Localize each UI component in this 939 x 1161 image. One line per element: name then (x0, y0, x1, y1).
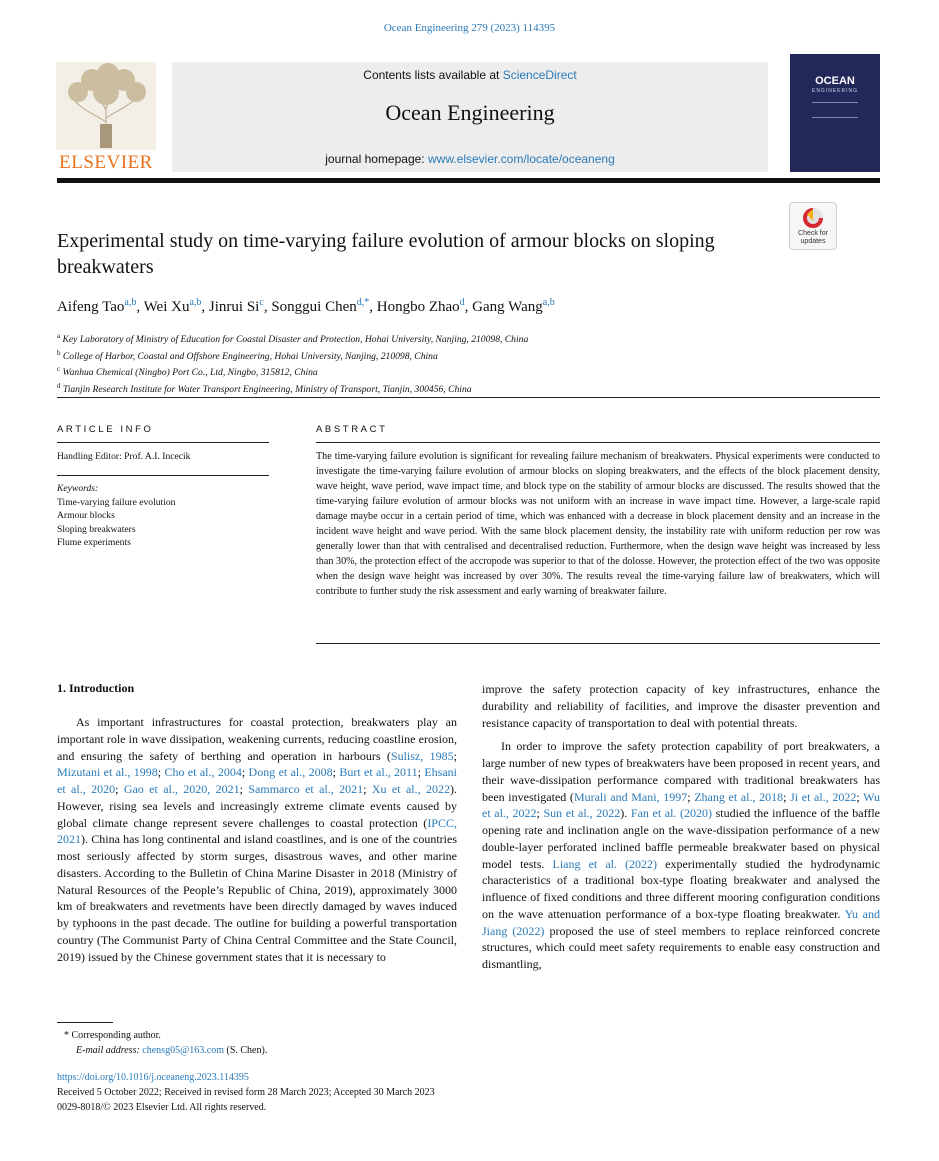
author-name[interactable]: Jinrui Si (208, 299, 260, 315)
citation-link[interactable]: Cho et al., 2004 (164, 765, 242, 780)
citation-link[interactable]: Ehsani et al., 2020 (57, 765, 457, 796)
author-name[interactable]: Hongbo Zhao (376, 299, 460, 315)
citation-link[interactable]: Burt et al., 2011 (339, 765, 418, 780)
paragraph-text: ; (239, 782, 249, 796)
citation-link[interactable]: Murali and Mani, 1997 (573, 789, 688, 804)
affiliation-text: College of Harbor, Coastal and Offshore Engineering, Hohai University, Nanjing, 210098, China (60, 350, 438, 362)
abstract-end-rule (316, 643, 880, 644)
intro-paragraph-1-continued: improve the safety protection capacity of key infrastructures, enhance the durability and reliability of facilities, and improve the disaster prevention and resistance capacity of transportation to deal with potential threats. (482, 682, 880, 730)
paragraph-text: ; (157, 765, 165, 780)
paragraph-text: ; (687, 789, 695, 804)
keyword-item: Armour blocks (57, 510, 115, 521)
intro-paragraph-1 (57, 714, 457, 965)
article-title: Experimental study on time-varying failure evolution of armour blocks on sloping breakwaters (57, 230, 715, 278)
affiliation-item (57, 330, 877, 347)
homepage-prefix: journal homepage: (325, 152, 428, 166)
elsevier-logo[interactable] (56, 62, 156, 172)
doi-link[interactable]: https://doi.org/10.1016/j.oceaneng.2023.114395 (57, 1072, 249, 1083)
affiliation-marker: a (57, 332, 61, 340)
check-for-updates-button[interactable] (789, 202, 837, 250)
author-affiliation-marker[interactable]: d (459, 297, 465, 308)
paragraph-text: ). However, rising sea levels and increasingly extreme climate events caused by global climate change represent severe challenges to coastal protection ( (57, 782, 457, 830)
affiliation-text: Wanhua Chemical (Ningbo) Port Co., Ltd, Ningbo, 315812, China (60, 367, 318, 379)
keywords-label: Keywords: (57, 483, 99, 494)
citation-link[interactable]: Gao et al., 2020, 2021 (123, 782, 240, 796)
affiliation-marker: d (57, 382, 61, 391)
author-affiliation-marker[interactable]: a,b (542, 297, 555, 308)
author-affiliation-marker[interactable]: a,b (189, 297, 202, 308)
keyword-item: Sloping breakwaters (57, 523, 136, 535)
check-updates-line-2: updates (800, 238, 826, 245)
author-list: Aifeng Tao$^{a,b}$, Wei Xu$^{a,b}$, Jinrui Si$^c$, Songgui Chen$^{d,*}$, Hongbo Zhao$^d$, Gang Wang$^{a,b}$ (57, 297, 555, 315)
affiliation-item (57, 380, 877, 397)
author-affiliation-marker[interactable]: d,* (356, 297, 370, 308)
paragraph-text: ; (332, 765, 340, 780)
journal-cover-image[interactable] (790, 54, 880, 172)
citation-link[interactable]: Wu et al., 2022 (482, 789, 880, 821)
paragraph-text: As important infrastructures for coastal protection, breakwaters play an important role in wave dissipation, weakening currents, reducing coastline erosion, and ensuring the safety of berthing and operation in harbours ( (57, 715, 457, 763)
footnote-rule (57, 1022, 113, 1023)
affiliation-marker: c (57, 365, 61, 374)
author-affiliation-marker[interactable]: c (259, 297, 264, 308)
abstract-rule (316, 442, 880, 443)
publisher-name: ELSEVIER (59, 152, 153, 173)
introduction-heading: 1. Introduction (57, 681, 135, 695)
paragraph-text: In order to improve the safety protection capability of port breakwaters, a large number of new types of breakwaters have been proposed in recent years, and their wave-dissipation performance compared with traditional breakwaters has been investigated ( (482, 739, 880, 804)
paragraph-text: ; (115, 782, 124, 796)
footnote-star: * (64, 1030, 72, 1041)
citation-link[interactable]: Sun et al., 2022 (543, 806, 621, 821)
journal-reference[interactable]: Ocean Engineering 279 (2023) 114395 (383, 22, 556, 34)
footnote (64, 1028, 464, 1058)
paragraph-text: ). (620, 806, 631, 821)
citation-link[interactable]: Yu and Jiang (2022) (482, 906, 880, 938)
citation-link[interactable]: Ji et al., 2022 (790, 789, 857, 804)
section-rule (57, 397, 880, 398)
affiliation-text: Key Laboratory of Ministry of Education for Coastal Disaster and Protection, Hohai University, Nanjing, 210098, China (60, 334, 529, 346)
paragraph-text: ; (783, 789, 791, 804)
cover-decoration (812, 102, 858, 118)
paragraph-text: ; (856, 789, 864, 804)
email-link[interactable]: chensg05@163.com (142, 1045, 224, 1056)
citation-link[interactable]: Sammarco et al., 2021 (248, 782, 364, 796)
email-label: E-mail address: (76, 1045, 143, 1056)
citation-link[interactable]: Fan et al. (2020) (630, 806, 713, 821)
email-line (64, 1043, 464, 1058)
intro-paragraph-2 (482, 738, 880, 973)
homepage-link[interactable]: www.elsevier.com/locate/oceaneng (427, 152, 615, 166)
article-info-rule (57, 442, 269, 443)
citation-link[interactable]: Sulisz, 1985 (390, 748, 454, 763)
citation-link[interactable]: Xu et al., 2022 (371, 782, 450, 796)
corresponding-author-note (64, 1028, 464, 1043)
author-affiliation-marker[interactable]: a,b (124, 297, 137, 308)
check-updates-label (790, 230, 836, 246)
affiliations (57, 330, 877, 397)
affiliation-text: Tianjin Research Institute for Water Transport Engineering, Ministry of Transport, Tianjin, 300456, China (60, 384, 472, 396)
paragraph-text: experimentally studied the hydrodynamic characteristics of a traditional box-type floating breakwater and analysed the influence of fixed conditions and three different mooring configuration conditions on the wave attenuation performance of a box-type floating breakwater. (482, 856, 881, 921)
affiliation-item (57, 347, 877, 364)
intro-column-2 (482, 681, 880, 973)
affiliation-item (57, 363, 877, 380)
journal-name: Ocean Engineering (385, 100, 555, 125)
citation-link[interactable]: Zhang et al., 2018 (694, 789, 784, 804)
check-updates-line-1: Check for (798, 230, 828, 237)
corresponding-author-text: Corresponding author. (71, 1030, 161, 1041)
keywords-block (57, 482, 272, 550)
header-rule (57, 178, 880, 183)
email-suffix: (S. Chen). (224, 1045, 268, 1056)
paragraph-text: ; (453, 748, 457, 763)
citation-link[interactable]: IPCC, 2021 (57, 815, 457, 847)
paragraph-text: ). China has long continental and island coastlines, and is one of the countries most seriously affected by storm surges, disastrous waves, and other marine disasters. According to the Bulletin of China Marine Disaster in 2018 (Ministry of Natural Resources of the People’s Republic of China, 2019), approximately 3000 km of breakwaters and revetments have been directly damaged by waves induced by typhoons in the past decade. The outline for building a powerful transportation country (The Communist Party of China Central Committee and the State Council, 2019) issued by the Chinese government states that it is necessary to (57, 832, 457, 964)
article-info-heading: ARTICLE INFO (57, 424, 154, 435)
citation-link[interactable]: Liang et al. (2022) (552, 856, 658, 871)
author-name[interactable]: Aifeng Tao (57, 299, 125, 315)
author-name[interactable]: Wei Xu (143, 299, 190, 315)
article-metadata (57, 1070, 657, 1115)
journal-homepage (172, 152, 768, 166)
keywords-rule (57, 475, 269, 476)
abstract-text: The time-varying failure evolution is significant for revealing failure mechanism of breakwaters. Physical experiments were conducted to investigate the time-varying failure evolution of armour blocks on sloping breakwaters, and the effects of the block placement density, wave height, wave period, wave impact time, and block type on the stability of armour blocks are discussed. The results showed that the time-varying failure evolution of armour blocks was not uniform with an increase in wave impact time. However, a large-scale rapid damage maybe occur in a certain period of time, which was enhanced with a decrease in block placement density and an increase in the incident wave height and wave period. With the same block placement density, the instability rate with uniform reduction per row was generally lower than that with centralised and decentralised reduction. Furthermore, when the design wave height was increased by less than 30%, the protection effect of the accropode was superior to that of the dolosse. However, the protection effect of the two was opposite when the design wave height was increased by over 30%. The results reveal the time-varying failure law of breakwaters, which will contribute to further study the risk assessment and early warning of breakwater failure. (316, 451, 880, 597)
paragraph-text: ; (536, 806, 544, 821)
sciencedirect-link[interactable]: ScienceDirect (502, 68, 577, 82)
keywords-list (57, 496, 272, 550)
author-name[interactable]: Gang Wang (472, 299, 543, 315)
affiliation-marker: b (57, 348, 61, 357)
handling-editor: Handling Editor: Prof. A.I. Incecik (57, 451, 191, 462)
paragraph-text: studied the influence of the baffle opening rate and inclination angle on the wave-dissipation performance of a new double-layer perforated inclined baffle permeable breakwater based on physical model tests. (482, 806, 881, 871)
citation-link[interactable]: Dong et al., 2008 (248, 765, 333, 780)
copyright: 0029-8018/© 2023 Elsevier Ltd. All rights reserved. (57, 1102, 267, 1113)
check-updates-icon (790, 205, 836, 233)
citation-link[interactable]: Mizutani et al., 1998 (57, 765, 158, 780)
author-name[interactable]: Songgui Chen (271, 299, 357, 315)
received-dates: Received 5 October 2022; Received in revised form 28 March 2023; Accepted 30 March 2023 (57, 1087, 435, 1098)
paragraph-text: proposed the use of steel members to replace reinforced concrete structures, which could meet safety requirements to enable easy construction and dismantling, (482, 923, 880, 971)
keyword-item: Flume experiments (57, 537, 131, 548)
contents-line (172, 68, 768, 82)
paragraph-text: ; (241, 765, 249, 780)
contents-prefix: Contents lists available at (363, 68, 503, 82)
paragraph-text: ; (417, 765, 425, 780)
elsevier-tree-icon (56, 62, 156, 150)
abstract-heading: ABSTRACT (316, 424, 388, 435)
cover-title-line-1: OCEAN (815, 75, 855, 87)
cover-title (790, 76, 880, 87)
keyword-item: Time-varying failure evolution (57, 496, 176, 508)
paragraph-text: ; (363, 782, 372, 796)
cover-subtitle: ENGINEERING (811, 88, 858, 94)
